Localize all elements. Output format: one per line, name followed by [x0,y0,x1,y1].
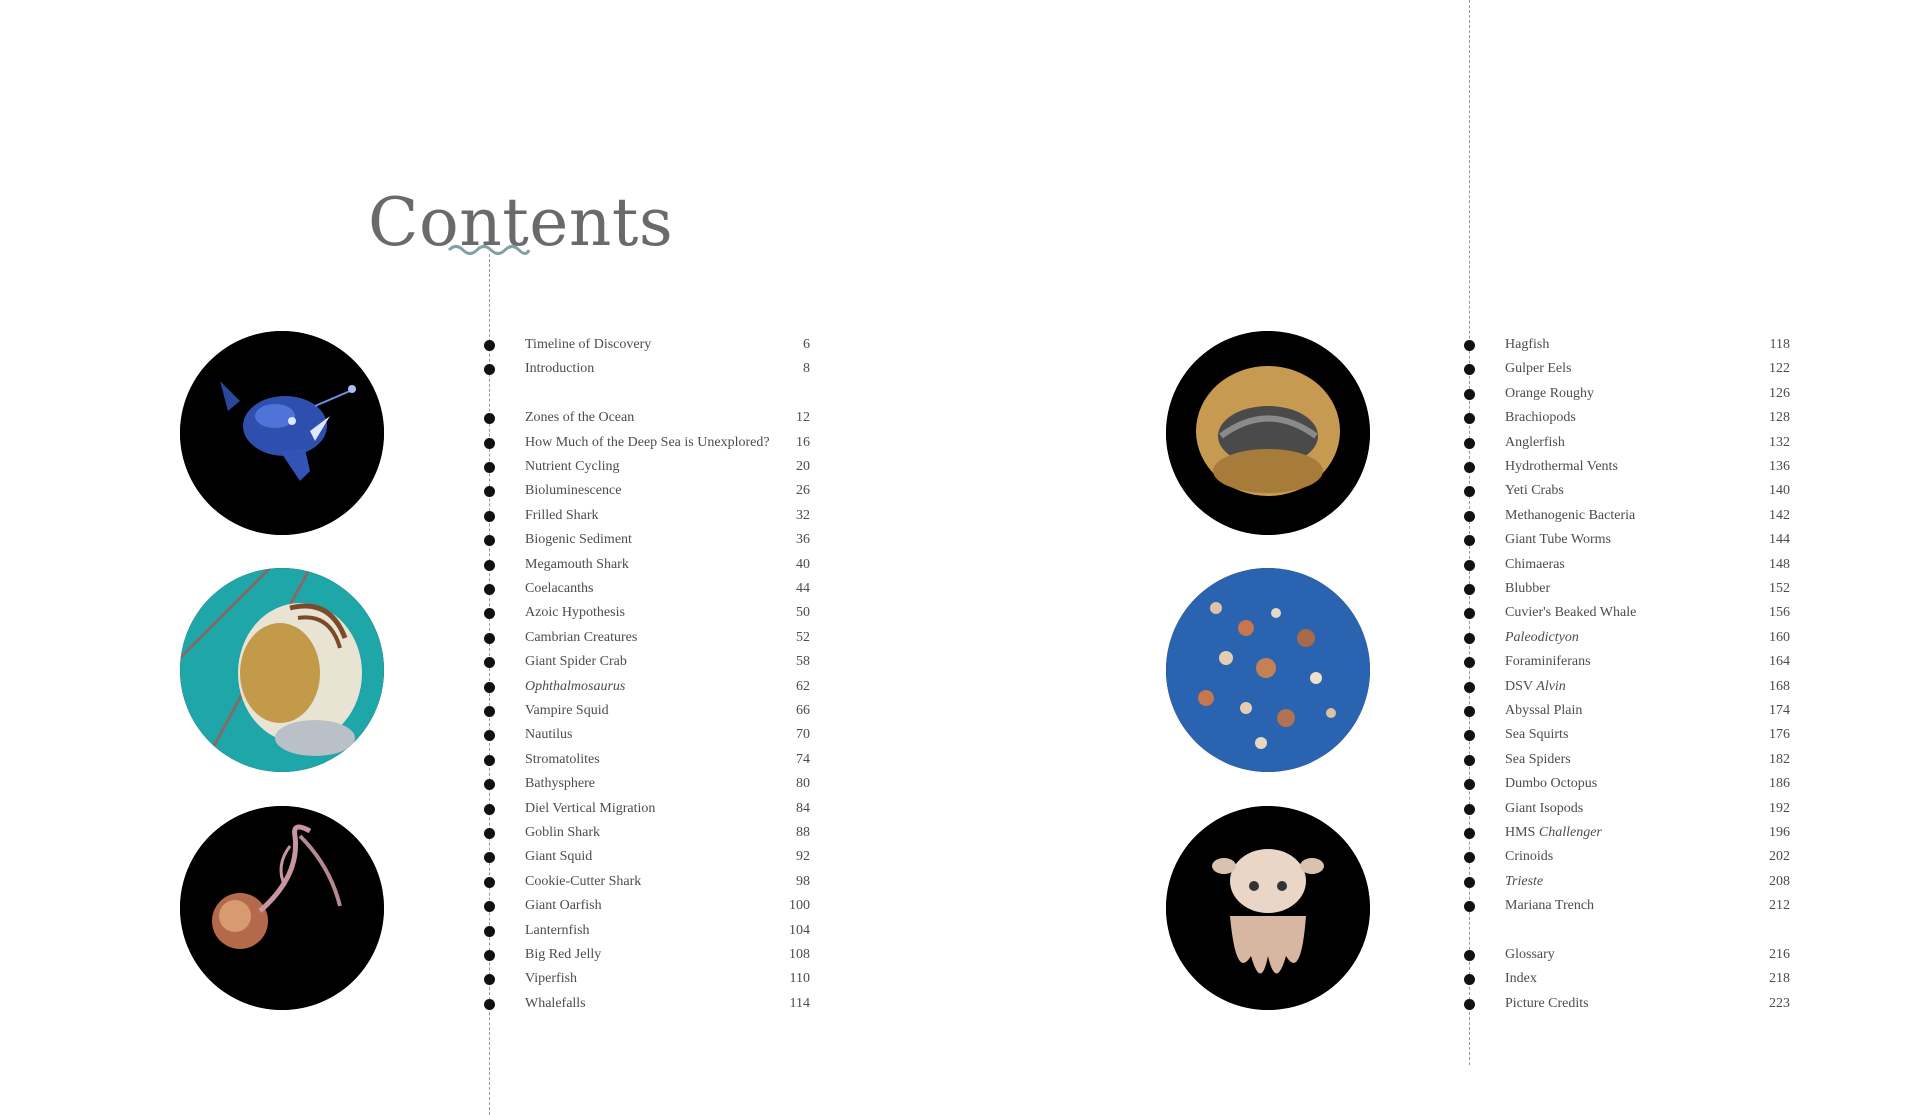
toc-page-number: 208 [1769,873,1790,889]
toc-label: Azoic Hypothesis [525,605,625,621]
toc-page-number: 202 [1769,849,1790,865]
bullet-dot [1464,950,1475,961]
toc-page-number: 58 [796,654,810,670]
toc-page-number: 44 [796,581,810,596]
bullet-dot [484,852,495,863]
toc-label: How Much of the Deep Sea is Unexplored? [525,434,770,450]
toc-label: Yeti Crabs [1505,483,1564,499]
toc-label: Nutrient Cycling [525,459,620,474]
toc-page-number: 12 [796,410,810,426]
toc-page-number: 50 [796,605,810,621]
toc-page-number: 84 [796,800,810,816]
toc-page-number: 6 [803,337,810,352]
bullet-dot [1464,535,1475,546]
toc-label: Blubber [1505,581,1551,596]
toc-page-number: 104 [789,922,810,938]
toc-label: Frilled Shark [525,507,599,523]
toc-label: Cuvier's Beaked Whale [1505,605,1637,621]
bullet-dot [1464,462,1475,473]
toc-label: Vampire Squid [525,703,609,718]
toc-page-number: 20 [796,459,810,474]
toc-page-number: 174 [1769,703,1790,718]
bullet-dot [1464,755,1475,766]
toc-label: Ophthalmosaurus [525,678,626,694]
toc-page-number: 74 [796,751,810,767]
toc-label: Sea Spiders [1505,751,1571,767]
toc-page-number: 182 [1769,751,1790,767]
toc-page-number: 98 [796,873,810,889]
toc-label: Zones of the Ocean [525,410,635,426]
toc-page-number: 164 [1769,654,1790,670]
bullet-dot [1464,438,1475,449]
bullet-dot [484,779,495,790]
toc-label: Nautilus [525,727,573,743]
toc-label: Brachiopods [1505,410,1576,426]
toc-page-number: 186 [1769,776,1790,792]
toc-page-number: 88 [796,825,810,840]
bullet-dot [1464,706,1475,717]
toc-label: DSV Alvin [1505,678,1566,694]
bullet-dot [484,633,495,644]
toc-label: Hydrothermal Vents [1505,459,1618,474]
toc-label: Crinoids [1505,849,1554,865]
toc-label: Gulper Eels [1505,361,1572,377]
bullet-dot [1464,486,1475,497]
bullet-dot [1464,852,1475,863]
toc-page-number: 196 [1769,825,1790,840]
toc-label: Mariana Trench [1505,898,1595,914]
toc-page-number: 160 [1769,629,1790,645]
page-title: Contents [368,184,674,262]
toc-label: Timeline of Discovery [525,337,652,352]
bullet-dot [1464,413,1475,424]
toc-page-number: 223 [1769,995,1790,1011]
bullet-dot [484,560,495,571]
toc-page-number: 144 [1769,532,1790,548]
bullet-dot [1464,364,1475,375]
toc-page-number: 218 [1769,971,1790,987]
toc-label: Bathysphere [525,776,595,792]
bullet-dot [1464,633,1475,644]
toc-label: Glossary [1505,947,1555,962]
toc-label: Biogenic Sediment [525,532,632,548]
toc-label: Bioluminescence [525,483,622,499]
bullet-dot [484,438,495,449]
toc-page-number: 168 [1769,678,1790,694]
bullet-dot [484,364,495,375]
toc-label: Picture Credits [1505,995,1589,1011]
bullet-dot [484,511,495,522]
toc-label: Hagfish [1505,337,1550,352]
bullet-dot [484,999,495,1010]
toc-label: Paleodictyon [1505,629,1579,645]
toc-label: Giant Squid [525,849,593,865]
toc-page-number: 140 [1769,483,1790,499]
bullet-dot [484,608,495,619]
toc-label: Goblin Shark [525,825,601,840]
toc-page-number: 192 [1769,800,1790,816]
bullet-dot [1464,877,1475,888]
bullet-dot [1464,389,1475,400]
bullet-dot [1464,901,1475,912]
toc-page-number: 40 [796,556,810,572]
toc-page-number: 36 [796,532,810,548]
bullet-dot [1464,657,1475,668]
toc-label: Lanternfish [525,922,590,938]
bullet-dot [1464,584,1475,595]
toc-label: Introduction [525,361,595,377]
bullet-dot [484,926,495,937]
toc-page-number: 142 [1769,507,1790,523]
bullet-dot [1464,608,1475,619]
toc-page-number: 52 [796,629,810,645]
toc-label: Methanogenic Bacteria [1505,507,1636,523]
bullet-dot [484,804,495,815]
toc-page-number: 108 [789,947,810,962]
toc-label: Chimaeras [1505,556,1565,572]
toc-page-number: 16 [796,434,810,450]
toc-label-italic: Alvin [1536,678,1566,694]
bullet-dot [1464,804,1475,815]
bullet-dot [1464,730,1475,741]
toc-label: Index [1505,971,1537,987]
toc-page-number: 8 [803,361,810,377]
toc-label: Cambrian Creatures [525,629,638,645]
bullet-dot [484,730,495,741]
bullet-dot [484,706,495,717]
toc-page-number: 156 [1769,605,1790,621]
toc-label: Foraminiferans [1505,654,1591,670]
toc-label: Cookie-Cutter Shark [525,873,642,889]
toc-label: Whalefalls [525,995,586,1011]
bullet-dot [484,486,495,497]
toc-page-number: 80 [796,776,810,792]
toc-label: Viperfish [525,971,578,987]
toc-page-number: 122 [1769,361,1790,377]
bullet-dot [1464,560,1475,571]
toc-label: Trieste [1505,873,1544,889]
toc-label: Giant Isopods [1505,800,1584,816]
toc-label: Dumbo Octopus [1505,776,1598,792]
toc-page-number: 114 [789,995,810,1011]
brachiopod-photo [1166,331,1370,535]
toc-label: Megamouth Shark [525,556,629,572]
bullet-dot [1464,340,1475,351]
toc-label: Orange Roughy [1505,385,1595,401]
dumbo-octopus-photo [1166,806,1370,1010]
bullet-dot [484,828,495,839]
toc-label: Giant Tube Worms [1505,532,1611,548]
toc-page-number: 100 [789,898,810,914]
bullet-dot [484,877,495,888]
bullet-dot [484,584,495,595]
bullet-dot [1464,511,1475,522]
toc-label: Abyssal Plain [1505,703,1583,718]
bullet-dot [484,657,495,668]
bullet-dot [1464,779,1475,790]
bullet-dot [484,950,495,961]
toc-page-number: 32 [796,507,810,523]
bullet-dot [1464,974,1475,985]
toc-label: Stromatolites [525,751,600,767]
toc-page-number: 216 [1769,947,1790,962]
bullet-dot [484,682,495,693]
bullet-dot [1464,999,1475,1010]
toc-page-number: 176 [1769,727,1790,743]
toc-label: Diel Vertical Migration [525,800,656,816]
toc-page-number: 128 [1769,410,1790,426]
bullet-dot [484,340,495,351]
toc-page-number: 66 [796,703,810,718]
toc-page-number: 62 [796,678,810,694]
toc-page-number: 110 [789,971,810,987]
foraminiferans-photo [1166,568,1370,772]
toc-label-italic: Challenger [1538,825,1602,840]
toc-label: Anglerfish [1505,434,1565,450]
bullet-dot [484,413,495,424]
toc-page-number: 148 [1769,556,1790,572]
bullet-dot [484,462,495,473]
siphonophore-photo [180,806,384,1010]
toc-page-number: 152 [1769,581,1790,596]
toc-page-number: 118 [1769,337,1790,352]
nautilus-photo [180,568,384,772]
toc-page-number: 136 [1769,459,1790,474]
toc-page-number: 212 [1769,898,1790,914]
bullet-dot [484,535,495,546]
toc-page-number: 92 [796,849,810,865]
toc-label: Coelacanths [525,581,594,596]
anglerfish-photo [180,331,384,535]
toc-label: Sea Squirts [1505,727,1569,743]
toc-page-number: 70 [796,727,810,743]
bullet-dot [484,901,495,912]
bullet-dot [484,755,495,766]
toc-page-number: 26 [796,483,810,499]
bullet-dot [1464,828,1475,839]
toc-label: Giant Oarfish [525,898,602,914]
toc-label: Big Red Jelly [525,947,602,962]
toc-label: HMS Challenger [1505,825,1602,840]
toc-page-number: 126 [1769,385,1790,401]
bullet-dot [1464,682,1475,693]
toc-page-number: 132 [1769,434,1790,450]
toc-label: Giant Spider Crab [525,654,627,670]
bullet-dot [484,974,495,985]
